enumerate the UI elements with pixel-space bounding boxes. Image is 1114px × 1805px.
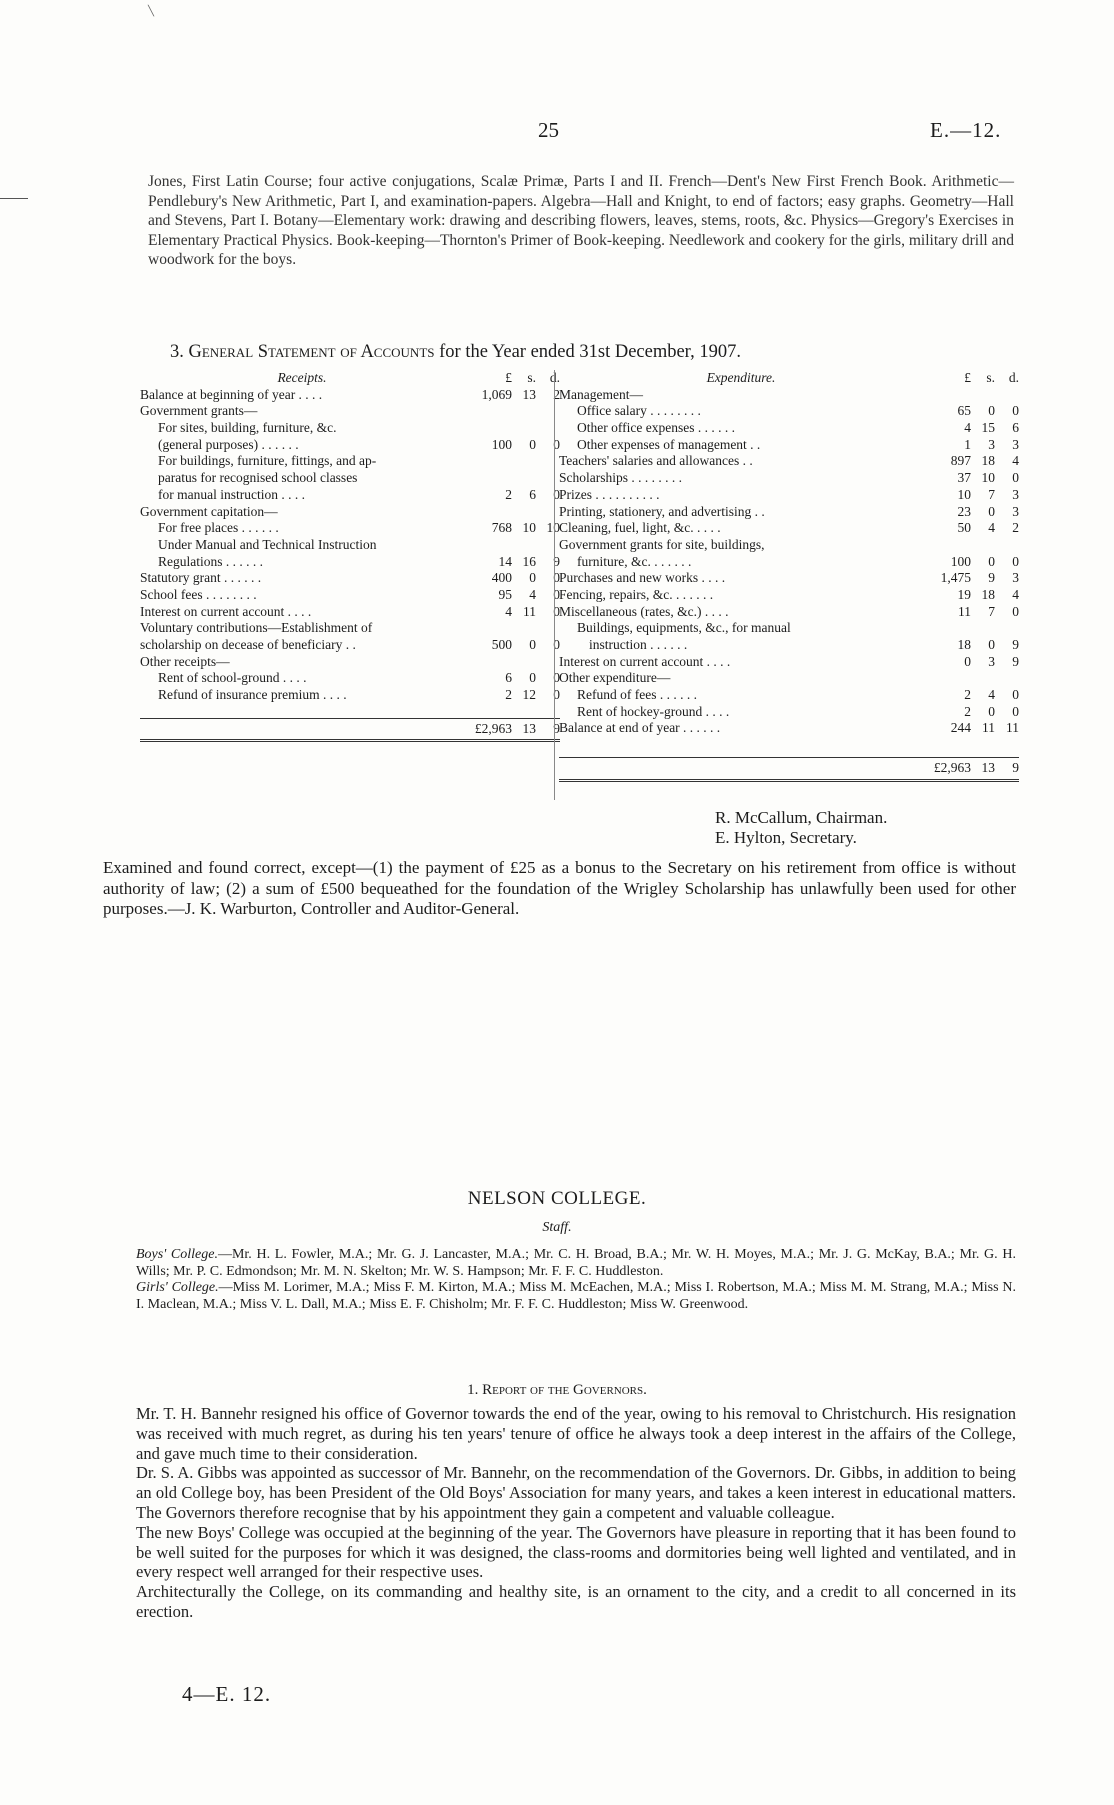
report-heading: 1. Report of the Governors.: [467, 1382, 647, 1398]
pence-cell: 0: [1012, 687, 1019, 703]
line-item-label: Statutory grant . . . . . .: [140, 570, 262, 586]
line-item-label: Other receipts—: [140, 653, 230, 669]
shillings-cell: [512, 420, 536, 437]
page-number: 25: [538, 118, 559, 142]
shillings-cell: 0: [988, 503, 995, 519]
receipts-total-pounds: £2,963: [474, 720, 512, 736]
pence-cell: 11: [1006, 720, 1019, 736]
girls-college-label: Girls' College.: [136, 1280, 219, 1295]
pence-cell: 0: [1012, 403, 1019, 419]
line-item-label: (general purposes) . . . . . .: [158, 436, 299, 452]
receipts-total-row: [140, 718, 560, 743]
pounds-cell: 19: [957, 586, 971, 602]
expenditure-total-pence: 9: [1012, 760, 1019, 776]
report-body: [136, 1404, 1016, 1622]
line-item-label: Regulations . . . . . .: [158, 553, 263, 569]
line-item-label: Interest on current account . . . .: [140, 603, 312, 619]
line-item-label: Refund of fees . . . . . .: [577, 687, 697, 703]
pence-cell: 3: [1012, 503, 1019, 519]
pence-cell: 0: [1012, 553, 1019, 569]
shillings-cell: 3: [988, 653, 995, 669]
expenditure-row: [559, 720, 1019, 737]
pounds-cell: 95: [498, 586, 512, 602]
boys-college-label: Boys' College.: [136, 1247, 218, 1262]
pence-heading: d.: [1008, 370, 1019, 385]
line-item-label: Buildings, equipments, &c., for manual: [577, 620, 791, 636]
receipts-row: [140, 420, 560, 437]
line-item-label: Other office expenses . . . . . .: [577, 420, 735, 436]
pounds-cell: 897: [950, 453, 971, 469]
girls-staff: [136, 1280, 1016, 1313]
line-item-label: Prizes . . . . . . . . . .: [559, 486, 660, 502]
receipts-row: [140, 537, 560, 554]
pounds-cell: 2: [505, 687, 512, 703]
shillings-cell: [971, 670, 995, 687]
shillings-cell: [512, 654, 536, 671]
shillings-cell: 0: [988, 637, 995, 652]
line-item-label: Under Manual and Technical Instruction: [158, 536, 377, 552]
line-item-label: For free places . . . . . .: [158, 520, 279, 536]
expenditure-row: [559, 537, 1019, 554]
expenditure-total-pounds: £2,963: [933, 760, 971, 776]
line-item-label: instruction . . . . . .: [589, 637, 688, 652]
pence-cell: [995, 537, 1019, 554]
line-item-label: Teachers' salaries and allowances . .: [559, 453, 753, 469]
pounds-cell: 2: [964, 687, 971, 703]
line-item-label: For buildings, furniture, fittings, and ap-: [158, 453, 377, 469]
statement-number: 3.: [170, 342, 184, 362]
shillings-cell: 0: [988, 703, 995, 719]
girls-staff-names: —Miss M. Lorimer, M.A.; Miss F. M. Kirton, M.A.; Miss M. McEachen, M.A.; Miss I. Robertson, M.A.; Miss M. M. Strang, M.A.; Miss N. I. Maclean, M.A.; Miss V. L. Dall, M.A.; Miss E. F. Chisholm; Mr. F. F. C. Huddleston; Miss W. Greenwood.: [136, 1280, 1016, 1312]
receipts-total-pence: 9: [553, 720, 560, 736]
expenditure-row: [559, 554, 1019, 571]
college-title: NELSON COLLEGE.: [467, 1188, 647, 1209]
pounds-cell: 500: [491, 637, 512, 652]
report-paragraph: Dr. S. A. Gibbs was appointed as successor of Mr. Bannehr, on the recommendation of the Governors. Dr. Gibbs, in addition to being an old College boy, has been President of the Old Boys' Association for many years, and takes a keen interest in educational matters. The Governors therefore recognise that by his appointment they gain a competent and valuable colleague.: [136, 1463, 1016, 1522]
line-item-label: For sites, building, furniture, &c.: [158, 420, 337, 436]
pence-cell: [995, 387, 1019, 404]
pounds-heading: £: [505, 370, 512, 385]
expenditure-row: [559, 504, 1019, 521]
receipts-total-shillings: 13: [522, 720, 536, 736]
line-item-label: Government capitation—: [140, 503, 278, 519]
pounds-cell: 2: [964, 703, 971, 719]
pounds-cell: 11: [958, 603, 971, 619]
receipts-column: [140, 370, 560, 742]
line-item-label: furniture, &c. . . . . . .: [577, 553, 692, 569]
shillings-cell: 11: [523, 603, 536, 619]
pounds-cell: 50: [957, 520, 971, 536]
shillings-cell: 4: [988, 520, 995, 536]
receipts-row: [140, 670, 560, 687]
shillings-cell: 18: [981, 453, 995, 469]
shillings-cell: [512, 453, 536, 470]
pence-cell: 0: [1012, 703, 1019, 719]
pence-cell: 0: [553, 670, 560, 686]
pence-cell: 0: [553, 687, 560, 703]
shillings-cell: [971, 620, 995, 637]
shillings-cell: [512, 470, 536, 487]
stray-mark: ╲: [148, 6, 155, 17]
chairman-signature: R. McCallum, Chairman.: [715, 808, 888, 827]
pounds-heading: £: [964, 370, 971, 385]
line-item-label: Refund of insurance premium . . . .: [158, 687, 347, 703]
pounds-cell: 1: [964, 436, 971, 452]
pence-cell: 3: [1012, 570, 1019, 586]
pounds-cell: [464, 403, 512, 420]
expenditure-row: [559, 570, 1019, 587]
pounds-cell: 10: [957, 486, 971, 502]
pence-cell: 3: [1012, 486, 1019, 502]
receipts-row: [140, 620, 560, 637]
shillings-cell: 4: [529, 586, 536, 602]
line-item-label: Fencing, repairs, &c. . . . . . .: [559, 586, 714, 602]
shillings-cell: 7: [988, 603, 995, 619]
pounds-cell: 2: [505, 486, 512, 502]
pounds-cell: [923, 670, 971, 687]
expenditure-row: [559, 453, 1019, 470]
line-item-label: Other expenses of management . .: [577, 436, 761, 452]
expenditure-row: [559, 670, 1019, 687]
line-item-label: Balance at end of year . . . . . .: [559, 720, 721, 736]
expenditure-row: [559, 687, 1019, 704]
report-paragraph: The new Boys' College was occupied at the beginning of the year. The Governors have pleasure in reporting that it has been found to be well suited for the purposes for which it was designed, the class-rooms and dormitories being well lighted and ventilated, and in every respect well arranged for their respective uses.: [136, 1522, 1016, 1582]
shillings-cell: 15: [981, 420, 995, 436]
pence-cell: 0: [553, 637, 560, 652]
receipts-row: [140, 403, 560, 420]
pounds-cell: 244: [950, 720, 971, 736]
shillings-cell: [512, 620, 536, 637]
shillings-cell: 16: [522, 553, 536, 569]
line-item-label: School fees . . . . . . . .: [140, 586, 257, 602]
receipts-row: [140, 487, 560, 504]
pounds-cell: 1,475: [940, 570, 971, 586]
pence-heading: d.: [549, 370, 560, 385]
pence-cell: 0: [553, 603, 560, 619]
receipts-row: [140, 687, 560, 704]
staff-list: [136, 1247, 1016, 1313]
expenditure-row: [559, 437, 1019, 454]
pounds-cell: 0: [964, 653, 971, 669]
pounds-cell: 37: [957, 470, 971, 486]
line-item-label: Balance at beginning of year . . . .: [140, 386, 323, 402]
shillings-cell: 3: [988, 436, 995, 452]
pence-cell: 9: [1012, 637, 1019, 652]
expenditure-row: [559, 620, 1019, 637]
pounds-cell: 14: [498, 553, 512, 569]
signatures: [715, 808, 887, 848]
line-item-label: Government grants—: [140, 403, 258, 419]
pounds-cell: 4: [505, 603, 512, 619]
shillings-cell: 0: [529, 570, 536, 586]
statement-title-rest: for the Year ended 31st December, 1907.: [439, 342, 741, 362]
line-item-label: Rent of hockey-ground . . . .: [577, 703, 730, 719]
pence-cell: 10: [546, 520, 560, 536]
line-item-label: Miscellaneous (rates, &c.) . . . .: [559, 603, 729, 619]
shillings-cell: 0: [529, 637, 536, 652]
shillings-heading: s.: [986, 370, 995, 385]
pounds-cell: [464, 620, 512, 637]
shillings-cell: 4: [988, 687, 995, 703]
pounds-cell: 6: [505, 670, 512, 686]
pounds-cell: 65: [957, 403, 971, 419]
pence-cell: 6: [1012, 420, 1019, 436]
statement-title: [170, 342, 741, 363]
shillings-cell: 0: [529, 670, 536, 686]
expenditure-row: [559, 704, 1019, 721]
expenditure-row: [559, 487, 1019, 504]
shillings-cell: [971, 537, 995, 554]
expenditure-row: [559, 387, 1019, 404]
pence-cell: 4: [1012, 586, 1019, 602]
shillings-cell: 12: [522, 687, 536, 703]
staff-heading: Staff.: [542, 1220, 572, 1235]
expenditure-heading: Expenditure.: [706, 370, 776, 385]
shillings-cell: 11: [982, 720, 995, 736]
pence-cell: 2: [553, 386, 560, 402]
pounds-cell: 4: [964, 420, 971, 436]
boys-staff-names: —Mr. H. L. Fowler, M.A.; Mr. G. J. Lancaster, M.A.; Mr. C. H. Broad, B.A.; Mr. W. H. Moyes, M.A.; Mr. J. G. McKay, B.A.; Mr. G. H. Wills; Mr. P. C. Edmondson; Mr. M. N. Skelton; Mr. W. S. Hampson; Mr. F. F. C. Huddleston.: [136, 1247, 1016, 1279]
line-item-label: scholarship on decease of beneficiary . .: [140, 637, 356, 652]
line-item-label: Cleaning, fuel, light, &c. . . . .: [559, 520, 721, 536]
pounds-cell: [464, 504, 512, 521]
line-item-label: Other expenditure—: [559, 670, 671, 686]
expenditure-total-shillings: 13: [981, 760, 995, 776]
pence-cell: 0: [553, 570, 560, 586]
receipts-row: [140, 604, 560, 621]
receipts-heading: Receipts.: [277, 370, 327, 385]
receipts-row: [140, 453, 560, 470]
receipts-row: [140, 637, 560, 654]
expenditure-row: [559, 420, 1019, 437]
pence-cell: 9: [553, 553, 560, 569]
line-item-label: Printing, stationery, and advertising . .: [559, 503, 765, 519]
expenditure-row: [559, 470, 1019, 487]
pounds-cell: 18: [957, 637, 971, 652]
receipts-header-row: [140, 370, 560, 387]
shillings-cell: [971, 387, 995, 404]
shillings-cell: 7: [988, 486, 995, 502]
expenditure-row: [559, 604, 1019, 621]
expenditure-header-row: [559, 370, 1019, 387]
pounds-cell: [923, 620, 971, 637]
shillings-cell: 13: [522, 386, 536, 402]
accounts-table: [140, 370, 1019, 802]
line-item-label: Purchases and new works . . . .: [559, 570, 726, 586]
line-item-label: Management—: [559, 386, 643, 402]
pounds-cell: 100: [950, 553, 971, 569]
pounds-cell: [923, 387, 971, 404]
pence-cell: 0: [553, 436, 560, 452]
shillings-cell: 6: [529, 486, 536, 502]
pence-cell: 0: [1012, 603, 1019, 619]
pence-cell: 0: [553, 486, 560, 502]
intro-paragraph: Jones, First Latin Course; four active conjugations, Scalæ Primæ, Parts I and II. French—Dent's New First French Book. Arithmetic—Pendlebury's New Arithmetic, Part I, and examination-papers. Algebra—Hall and Knight, to end of factors; easy graphs. Geometry—Hall and Stevens, Part I. Botany—Elementary work: drawing and describing flowers, leaves, stems, roots, &c. Physics—Gregory's Exercises in Elementary Practical Physics. Book-keeping—Thornton's Primer of Book-keeping. Needlework and cookery for the girls, military drill and woodwork for the boys.: [148, 173, 1014, 268]
line-item-label: Scholarships . . . . . . . .: [559, 470, 682, 486]
expenditure-column: [554, 370, 1019, 800]
statement-title-caps: General Statement of Accounts: [188, 342, 435, 362]
shillings-heading: s.: [527, 370, 536, 385]
receipts-row: [140, 554, 560, 571]
margin-rule: [0, 198, 28, 199]
pence-cell: 2: [1012, 520, 1019, 536]
boys-staff: [136, 1247, 1016, 1280]
expenditure-total-row: [559, 757, 1019, 782]
report-paragraph: Mr. T. H. Bannehr resigned his office of Governor towards the end of the year, owing to his removal to Christchurch. His resignation was received with much regret, as during his ten years' tenure of office he always took a deep interest in the affairs of the College, and gave much time to their consideration.: [136, 1404, 1016, 1463]
line-item-label: Voluntary contributions—Establishment of: [140, 620, 373, 636]
receipts-row: [140, 520, 560, 537]
shillings-cell: 0: [988, 403, 995, 419]
shillings-cell: 10: [981, 470, 995, 486]
receipts-rows: [140, 387, 560, 704]
pence-cell: 0: [553, 586, 560, 602]
line-item-label: Interest on current account . . . .: [559, 653, 731, 669]
line-item-label: Office salary . . . . . . . .: [577, 403, 701, 419]
pence-cell: 9: [1012, 653, 1019, 669]
shillings-cell: [512, 504, 536, 521]
expenditure-row: [559, 520, 1019, 537]
pounds-cell: [464, 453, 512, 470]
shillings-cell: 10: [522, 520, 536, 536]
shillings-cell: 18: [981, 586, 995, 602]
pounds-cell: 400: [491, 570, 512, 586]
pounds-cell: [464, 420, 512, 437]
pounds-cell: [464, 654, 512, 671]
pounds-cell: 23: [957, 503, 971, 519]
report-paragraph: Architecturally the College, on its commanding and healthy site, is an ornament to the city, and a credit to all concerned in its erection.: [136, 1582, 1016, 1621]
line-item-label: paratus for recognised school classes: [158, 470, 358, 486]
shillings-cell: 9: [988, 570, 995, 586]
audit-note: Examined and found correct, except—(1) the payment of £25 as a bonus to the Secretary on his retirement from office is without authority of law; (2) a sum of £500 bequeathed for the foundation of the Wrigley Scholarship has unlawfully been used for other purposes.—J. K. Warburton, Controller and Auditor-General.: [103, 858, 1016, 918]
expenditure-row: [559, 654, 1019, 671]
expenditure-row: [559, 637, 1019, 654]
expenditure-rows: [559, 387, 1019, 737]
receipts-row: [140, 437, 560, 454]
pence-cell: [995, 620, 1019, 637]
pence-cell: 3: [1012, 436, 1019, 452]
pounds-cell: 768: [491, 520, 512, 536]
receipts-row: [140, 654, 560, 671]
footer-reference: 4—E. 12.: [182, 1682, 272, 1706]
document-reference: E.—12.: [930, 118, 1002, 142]
shillings-cell: 0: [988, 553, 995, 569]
pence-cell: [995, 670, 1019, 687]
shillings-cell: [512, 537, 536, 554]
receipts-row: [140, 570, 560, 587]
receipts-row: [140, 470, 560, 487]
shillings-cell: 0: [529, 436, 536, 452]
pounds-cell: [923, 537, 971, 554]
pounds-cell: [464, 470, 512, 487]
receipts-row: [140, 504, 560, 521]
pence-cell: 4: [1012, 453, 1019, 469]
secretary-signature: E. Hylton, Secretary.: [715, 828, 857, 847]
shillings-cell: [512, 403, 536, 420]
expenditure-row: [559, 403, 1019, 420]
line-item-label: Rent of school-ground . . . .: [158, 670, 307, 686]
receipts-row: [140, 587, 560, 604]
line-item-label: Government grants for site, buildings,: [559, 536, 765, 552]
pounds-cell: 100: [491, 436, 512, 452]
pounds-cell: [464, 537, 512, 554]
pounds-cell: 1,069: [481, 386, 512, 402]
receipts-row: [140, 387, 560, 404]
expenditure-row: [559, 587, 1019, 604]
pence-cell: 0: [1012, 470, 1019, 486]
line-item-label: for manual instruction . . . .: [158, 486, 305, 502]
